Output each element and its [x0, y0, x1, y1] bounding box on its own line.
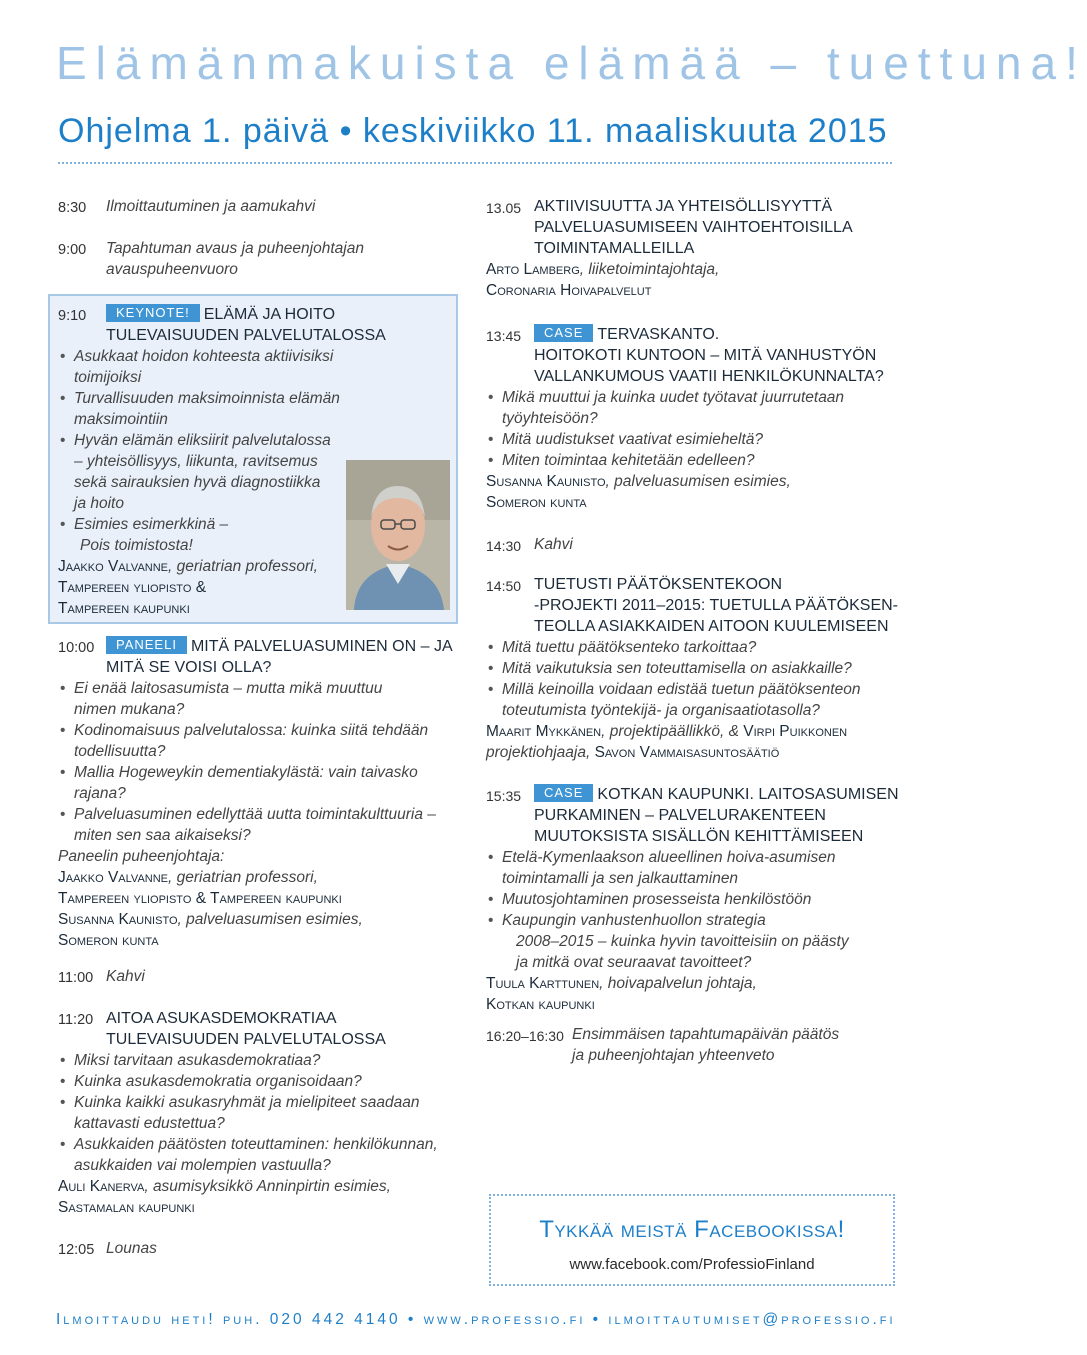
speaker-org: Tampereen yliopisto & Tampereen kaupunki: [58, 890, 342, 907]
panel-chair-label: Paneelin puheenjohtaja:: [58, 848, 225, 865]
bullet: • Millä keinoilla voidaan edistää tuetun päätöksenteon toteutumista työntekijä- ja organisaatiotasolla?: [486, 679, 906, 721]
time-label: 9:10: [58, 308, 87, 324]
case-tag: CASE: [534, 784, 593, 802]
time-label: 14:50: [486, 578, 522, 594]
bullet: • Kuinka kaikki asukasryhmät ja mielipiteet saadaan kattavasti edustettua?: [58, 1092, 458, 1134]
schedule-item: [58, 238, 458, 304]
bullet: • Etelä-Kymenlaakson alueellinen hoiva-asumisen toimintamalli ja sen jalkauttaminen: [486, 847, 906, 889]
session-title: TERVASKANTO.: [597, 326, 720, 343]
speaker: Jaakko Valvanne, geriatrian professori,: [58, 869, 318, 886]
time-label: 13.05: [486, 200, 522, 216]
session-title: MITÄ SE VOISI OLLA?: [106, 659, 272, 676]
speaker-org: Tampereen kaupunki: [58, 600, 190, 617]
facebook-box: [489, 1194, 895, 1286]
right-column: [486, 196, 906, 1074]
program-heading: Ohjelma 1. päivä • keskiviikko 11. maaliskuuta 2015: [58, 112, 888, 150]
speaker: Jaakko Valvanne, geriatrian professori,: [58, 558, 318, 575]
item-text: Ilmoittautuminen ja aamukahvi: [106, 198, 316, 215]
bullet: • Mitä vaikutuksia sen toteuttamisella on asiakkaille?: [486, 658, 906, 679]
bullet: • Palveluasuminen edellyttää uutta toimintakulttuuria – miten sen saa aikaiseksi?: [58, 804, 458, 846]
facebook-title: Tykkää meistä Facebookissa!: [539, 1216, 845, 1243]
session-title: HOITOKOTI KUNTOON – MITÄ VANHUSTYÖN: [534, 347, 877, 364]
session-title: TULEVAISUUDEN PALVELUTALOSSA: [106, 1031, 386, 1048]
session-title: TOIMINTAMALLEILLA: [534, 240, 695, 257]
speaker-org: Tampereen yliopisto &: [58, 579, 207, 596]
session-title: AKTIIVISUUTTA JA YHTEISÖLLISYYTTÄ: [534, 198, 833, 215]
bullet: • Ei enää laitosasumista – mutta mikä muuttuu nimen mukana?: [58, 678, 458, 720]
bullet: • Hyvän elämän eliksiirit palvelutalossa – yhteisöllisyys, liikunta, ravitsemus sekä sairauksien hyvä diagnostiikka ja hoito: [58, 430, 344, 514]
speaker: Tuula Karttunen, hoivapalvelun johtaja,: [486, 975, 757, 992]
time-label: 16:20–16:30: [486, 1028, 564, 1044]
time-label: 9:00: [58, 242, 87, 258]
session-title: PURKAMINEN – PALVELURAKENTEEN: [534, 807, 826, 824]
bullet: • Kuinka asukasdemokratia organisoidaan?: [58, 1071, 458, 1092]
case-item: [486, 784, 906, 1024]
item-text: Ensimmäisen tapahtumapäivän päätös: [572, 1026, 840, 1043]
speaker: Susanna Kaunisto, palveluasumisen esimies,: [58, 911, 363, 928]
time-label: 10:00: [58, 640, 95, 656]
item-text: Lounas: [106, 1240, 157, 1257]
time-label: 11:20: [58, 1012, 94, 1028]
bullet: • Kaupungin vanhustenhuollon strategia 2008–2015 – kuinka hyvin tavoitteisiin on päästy ja mitkä ovat seuraavat tavoitteet?: [486, 910, 906, 973]
left-column: [58, 196, 458, 1268]
session-title: ELÄMÄ JA HOITO: [203, 306, 336, 323]
session-title: TUETUSTI PÄÄTÖKSENTEKOON: [534, 576, 783, 593]
bullet: • Kodinomaisuus palvelutalossa: kuinka siitä tehdään todellisuutta?: [58, 720, 458, 762]
time-label: 12:05: [58, 1242, 95, 1258]
session-item: [486, 196, 906, 324]
bullet: • Asukkaiden päätösten toteuttaminen: henkilökunnan, asukkaiden vai molempien vastuulla?: [58, 1134, 458, 1176]
session-item: [58, 1008, 458, 1238]
bullet: • Mallia Hogeweykin dementiakylästä: vain taivasko rajana?: [58, 762, 458, 804]
item-text: Tapahtuman avaus ja puheenjohtajan: [106, 240, 364, 257]
session-title: -PROJEKTI 2011–2015: TUETULLA PÄÄTÖKSEN-: [534, 597, 898, 614]
speaker: Auli Kanerva, asumisyksikkö Anninpirtin esimies,: [58, 1178, 391, 1195]
speaker-photo: [346, 460, 450, 610]
schedule-item: [486, 1024, 906, 1074]
session-title: KOTKAN KAUPUNKI. LAITOSASUMISEN: [597, 786, 899, 803]
bullet: • Mitä tuettu päätöksenteko tarkoittaa?: [486, 637, 906, 658]
speaker: Arto Lamberg, liiketoimintajohtaja,: [486, 261, 720, 278]
bullet: • Miten toimintaa kehitetään edelleen?: [486, 450, 906, 471]
time-label: 15:35: [486, 788, 522, 804]
speaker-org: Coronaria Hoivapalvelut: [486, 282, 652, 299]
bullet: • Esimies esimerkkinä – Pois toimistosta!: [58, 514, 458, 556]
bullet: • Mikä muuttui ja kuinka uudet työtavat juurrutetaan työyhteisöön?: [486, 387, 906, 429]
speaker-org: projektiohjaaja, Savon Vammaisasuntosäätiö: [486, 744, 780, 761]
bullet: • Miksi tarvitaan asukasdemokratiaa?: [58, 1050, 458, 1071]
speaker-org: Kotkan kaupunki: [486, 996, 595, 1013]
case-item: [486, 324, 906, 534]
time-label: 13:45: [486, 328, 522, 344]
session-title: MUUTOKSISTA SISÄLLÖN KEHITTÄMISEEN: [534, 828, 864, 845]
facebook-link[interactable]: www.facebook.com/ProfessioFinland: [569, 1256, 815, 1273]
item-text: avauspuheenvuoro: [106, 261, 238, 278]
divider: [58, 162, 892, 164]
bullet: • Muutosjohtaminen prosesseista henkilöstöön: [486, 889, 906, 910]
session-title: VALLANKUMOUS VAATII HENKILÖKUNNALTA?: [534, 368, 884, 385]
session-title: MITÄ PALVELUASUMINEN ON – JA: [190, 638, 453, 655]
bullet: • Turvallisuuden maksimoinnista elämän maksimointiin: [58, 388, 458, 430]
speaker: Susanna Kaunisto, palveluasumisen esimies,: [486, 473, 791, 490]
schedule-item: [58, 196, 458, 238]
schedule-item: [58, 966, 458, 1008]
session-title: TEOLLA ASIAKKAIDEN AITOON KUULEMISEEN: [534, 618, 889, 635]
time-label: 14:30: [486, 538, 522, 554]
speaker-org: Someron kunta: [58, 932, 159, 949]
panel-tag: PANEELI: [106, 636, 187, 654]
session-title: PALVELUASUMISEEN VAIHTOEHTOISILLA: [534, 219, 853, 236]
session-title: TULEVAISUUDEN PALVELUTALOSSA: [106, 327, 386, 344]
session-title: AITOA ASUKASDEMOKRATIAA: [106, 1010, 337, 1027]
time-label: 11:00: [58, 970, 94, 986]
event-banner: Elämänmakuista elämää – tuettuna!: [56, 37, 1087, 89]
schedule-item: [486, 534, 906, 574]
time-label: 8:30: [58, 200, 87, 216]
bullet: • Mitä uudistukset vaativat esimieheltä?: [486, 429, 906, 450]
item-text: Kahvi: [534, 536, 573, 553]
footer-contact: Ilmoittaudu heti! puh. 020 442 4140 • www.professio.fi • ilmoittautumiset@professio.fi: [56, 1311, 896, 1328]
panel-item: [58, 636, 458, 966]
bullet: • Asukkaat hoidon kohteesta aktiivisiksi toimijoiksi: [58, 346, 458, 388]
speaker-org: Sastamalan kaupunki: [58, 1199, 195, 1216]
speaker: Maarit Mykkänen, projektipäällikkö, & Virpi Puikkonen: [486, 723, 848, 740]
case-tag: CASE: [534, 324, 593, 342]
schedule-item: [58, 1238, 458, 1268]
keynote-tag: KEYNOTE!: [106, 304, 200, 322]
speaker-org: Someron kunta: [486, 494, 587, 511]
item-text: ja puheenjohtajan yhteenveto: [572, 1047, 775, 1064]
item-text: Kahvi: [106, 968, 145, 985]
session-item: [486, 574, 906, 784]
